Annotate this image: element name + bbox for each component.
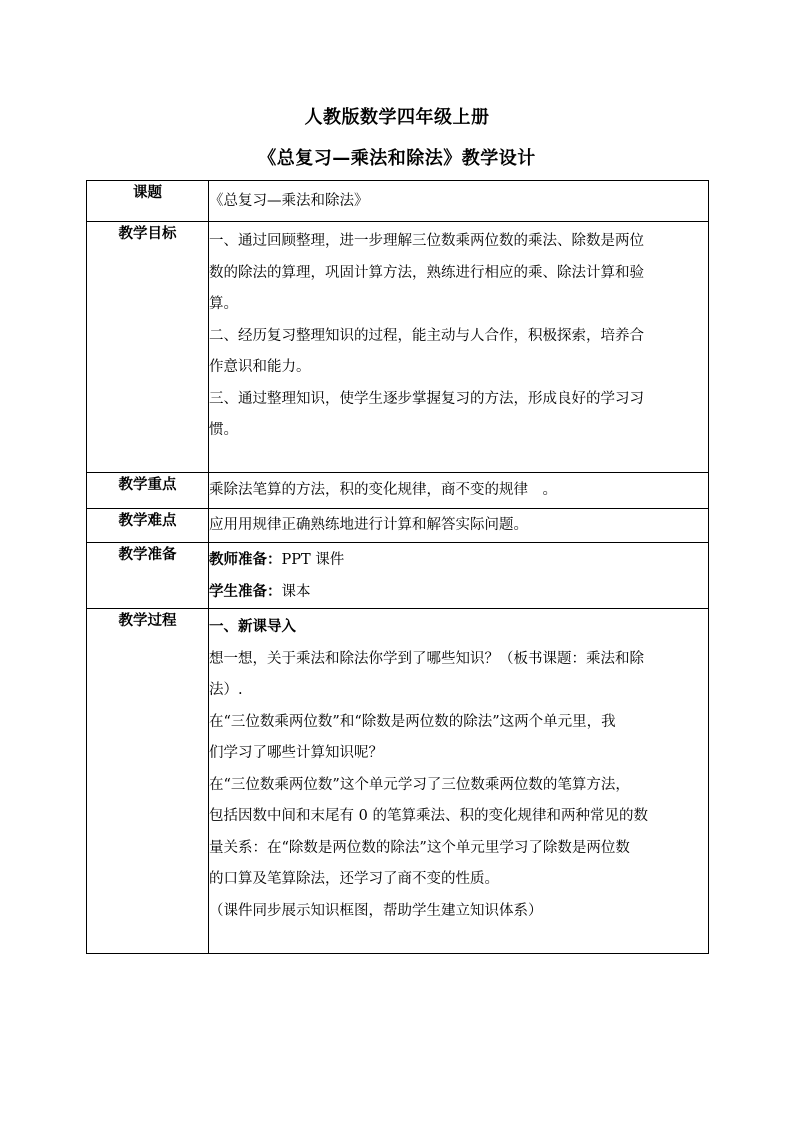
process-section-title: 一、新课导入 xyxy=(209,619,296,635)
process-line: 在“三位数乘两位数”这个单元学习了三位数乘两位数的笔算方法， xyxy=(209,776,630,793)
table-row-goals xyxy=(87,222,709,473)
process-line: （课件同步展示知识框图，帮助学生建立知识体系） xyxy=(209,902,543,919)
topic-value: 《总复习—乘法和除法》 xyxy=(209,192,369,209)
student-prep-value: 课本 xyxy=(281,583,311,600)
table-row-difficulties xyxy=(87,509,709,543)
goals-line: 一、通过回顾整理，进一步理解三位数乘两位数的乘法、除数是两位 xyxy=(209,233,644,249)
document-title: 人教版数学四年级上册 xyxy=(304,107,490,128)
difficulties-value: 应用用规律正确熟练地进行计算和解答实际问题。 xyxy=(209,517,528,533)
teacher-prep-line xyxy=(209,545,708,577)
table-row-process xyxy=(87,609,709,954)
process-line: 在“三位数乘两位数”和“除数是两位数的除法”这两个单元里，我 xyxy=(209,713,616,730)
document-subtitle: 《总复习—乘法和除法》教学设计 xyxy=(258,148,536,169)
goals-line: 三、通过整理知识，使学生逐步掌握复习的方法，形成良好的学习习 xyxy=(209,390,644,407)
process-line: 的口算及笔算除法，还学习了商不变的性质。 xyxy=(209,871,499,887)
process-line: 包括因数中间和末尾有 0 的笔算乘法、积的变化规律和两种常见的数 xyxy=(209,808,648,824)
process-line: 量关系：在“除数是两位数的除法”这个单元里学习了除数是两位数 xyxy=(209,839,630,856)
goals-line: 算。 xyxy=(209,296,238,312)
goals-label: 教学目标 xyxy=(87,222,209,473)
preparation-cell xyxy=(209,543,709,609)
table-row-key-points xyxy=(87,473,709,509)
teacher-prep-label: 教师准备： xyxy=(209,552,282,568)
goals-cell xyxy=(209,222,709,473)
key-points-cell xyxy=(209,473,709,509)
topic-value-cell xyxy=(209,181,709,222)
process-line: 们学习了哪些计算知识呢？ xyxy=(209,745,383,761)
goals-line: 数的除法的算理，巩固计算方法，熟练进行相应的乘、除法计算和验 xyxy=(209,264,644,281)
process-line: 想一想，关于乘法和除法你学到了哪些知识？（板书课题：乘法和除 xyxy=(209,650,644,667)
goals-line: 惯。 xyxy=(209,422,238,438)
student-prep-label: 学生准备： xyxy=(209,583,282,600)
table-row-preparation xyxy=(87,543,709,609)
goals-line: 二、经历复习整理知识的过程，能主动与人合作，积极探索，培养合 xyxy=(209,327,644,344)
key-points-value: 乘除法笔算的方法，积的变化规律，商不变的规律 。 xyxy=(209,482,557,498)
topic-label: 课题 xyxy=(87,181,209,222)
difficulties-label: 教学难点 xyxy=(87,509,209,543)
preparation-label: 教学准备 xyxy=(87,543,209,609)
process-cell xyxy=(209,609,709,954)
lesson-plan-table xyxy=(86,180,709,954)
teacher-prep-value: PPT 课件 xyxy=(281,552,345,568)
table-row-topic xyxy=(87,181,709,222)
student-prep-line xyxy=(209,577,708,609)
process-line: 法）. xyxy=(209,682,243,698)
difficulties-cell xyxy=(209,509,709,543)
goals-line: 作意识和能力。 xyxy=(209,359,311,375)
process-label: 教学过程 xyxy=(87,609,209,954)
key-points-label: 教学重点 xyxy=(87,473,209,509)
